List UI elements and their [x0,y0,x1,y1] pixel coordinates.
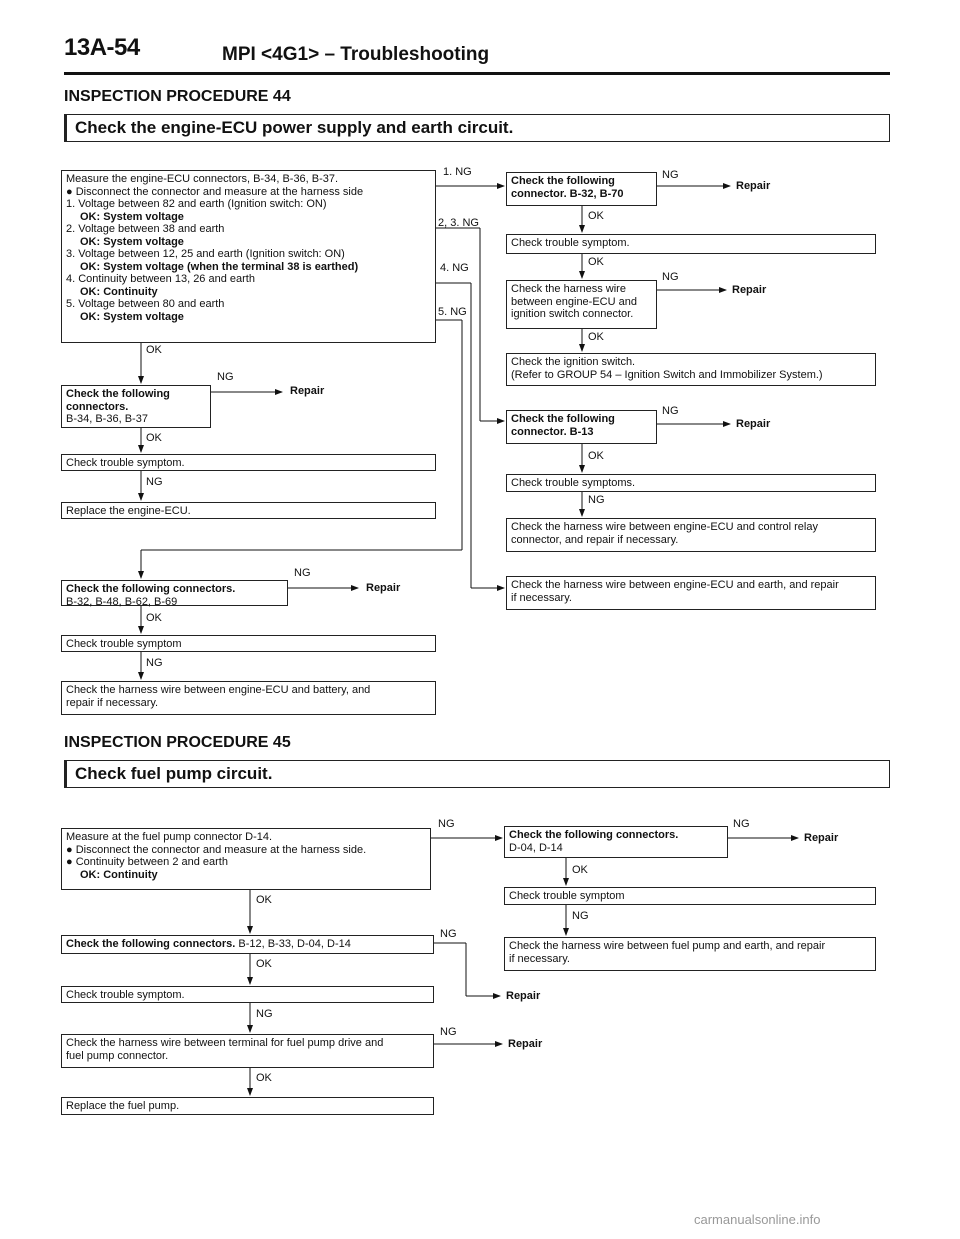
box-line: OK: Continuity [80,868,158,881]
procedure-44-heading: INSPECTION PROCEDURE 44 [64,88,291,105]
procedure-45-section-title: Check fuel pump circuit. [64,760,890,788]
ng-label: NG [733,818,750,830]
measure-line: OK: System voltage [80,310,184,323]
box-line: ignition switch connector. [511,308,634,320]
check-trouble-symptom-box: Check trouble symptom [61,635,436,652]
box-line: Check the ignition switch. [511,356,636,368]
check-harness-ignition-box [506,280,657,329]
box-line: Measure at the fuel pump connector D-14. [66,831,273,843]
check-fuel-pump-drive-harness-box [61,1034,434,1068]
measure-line: 2. Voltage between 38 and earth [66,223,225,235]
box-line: Check the following [511,175,615,187]
ok-label: OK [572,864,588,876]
box-line: Check the following connectors. [66,938,236,950]
procedure-44-section-title: Check the engine-ECU power supply and earth circuit. [64,114,890,142]
ng-label: NG [662,169,679,181]
box-line: fuel pump connector. [66,1049,169,1062]
ng-label: NG [146,476,163,488]
box-line: connector. B-13 [511,425,594,438]
ng-label: NG [294,567,311,579]
box-line: Check the harness wire [511,283,626,295]
check-connectors-b12-b33-d04-d14 [61,935,434,954]
check-connectors-d04-d14 [504,826,728,858]
ok-label: OK [256,894,272,906]
box-line: Check the following [511,413,615,425]
box-line: B-32, B-48, B-62, B-69 [66,595,178,608]
ng-label: NG [146,657,163,669]
branch-label-5-ng: 5. NG [438,306,467,318]
measure-line: 5. Voltage between 80 and earth [66,298,225,310]
measure-line: 4. Continuity between 13, 26 and earth [66,273,255,285]
ok-label: OK [588,331,604,343]
ng-label: NG [440,1026,457,1038]
box-line: connectors. [66,400,129,413]
check-trouble-symptom-box: Check trouble symptom. [61,454,436,471]
box-line: Check the harness wire between fuel pump and earth, and repair [509,940,826,952]
check-connectors-b34-b36-b37 [61,385,211,428]
ok-label: OK [146,432,162,444]
measure-line: OK: System voltage [80,210,184,223]
box-line: Check the following [66,388,170,400]
branch-label-4-ng: 4. NG [440,262,469,274]
page-title: MPI <4G1> – Troubleshooting [222,44,490,65]
box-line: Check the harness wire between engine-ECU and earth, and repair [511,579,839,591]
measure-line: OK: Continuity [80,285,158,298]
box-line: B-12, B-33, D-04, D-14 [235,938,351,950]
measure-line: OK: System voltage [80,235,184,248]
repair-label: Repair [804,832,839,844]
repair-label: Repair [736,180,771,192]
box-line: B-34, B-36, B-37 [66,413,148,425]
check-control-relay-box [506,518,876,552]
replace-fuel-pump-box: Replace the fuel pump. [61,1097,434,1115]
repair-label: Repair [732,284,767,296]
ok-label: OK [588,450,604,462]
repair-label: Repair [736,418,771,430]
check-trouble-symptom-box: Check trouble symptom. [61,986,434,1003]
ok-label: OK [588,256,604,268]
procedure-45-heading: INSPECTION PROCEDURE 45 [64,734,291,751]
check-pump-earth-harness-box [504,937,876,971]
ng-label: NG [438,818,455,830]
measure-line: Measure the engine-ECU connectors, B-34, B-36, B-37. [66,173,339,185]
box-line: Check the harness wire between engine-ECU and control relay [511,521,818,533]
box-line: repair if necessary. [66,696,159,709]
ok-label: OK [256,1072,272,1084]
ng-label: NG [662,271,679,283]
check-trouble-symptom-box: Check trouble symptom [504,887,876,905]
box-line: if necessary. [509,952,570,965]
box-line: Check the harness wire between terminal for fuel pump drive and [66,1037,384,1049]
box-line: Check the following connectors. [509,829,679,841]
box-line: connector, and repair if necessary. [511,533,679,546]
ng-label: NG [440,928,457,940]
repair-label: Repair [290,385,325,397]
branch-label-23-ng: 2, 3. NG [438,217,479,229]
ng-label: NG [217,371,234,383]
box-line: Check the harness wire between engine-ECU and battery, and [66,684,371,696]
ng-label: NG [256,1008,273,1020]
measure-engine-ecu-box [61,170,436,343]
box-line: D-04, D-14 [509,841,563,854]
ng-label: NG [572,910,589,922]
ok-label: OK [588,210,604,222]
measure-line: ● Disconnect the connector and measure at the harness side [66,185,364,198]
measure-line: 1. Voltage between 82 and earth (Ignition switch: ON) [66,198,327,210]
repair-label: Repair [508,1038,543,1050]
measure-fuel-pump-box [61,828,431,890]
check-connector-b13 [506,410,657,444]
box-line: (Refer to GROUP 54 – Ignition Switch and Immobilizer System.) [511,368,823,381]
check-earth-harness-box [506,576,876,610]
check-connectors-b32-b69 [61,580,288,606]
measure-line: OK: System voltage (when the terminal 38 is earthed) [80,260,359,273]
box-line: connector. B-32, B-70 [511,187,624,200]
page-number: 13A-54 [64,34,140,61]
ok-label: OK [146,612,162,624]
box-line: Check the following connectors. [66,583,236,595]
branch-label-1-ng: 1. NG [443,166,472,178]
box-line: if necessary. [511,591,572,604]
repair-label: Repair [366,582,401,594]
ng-label: NG [588,494,605,506]
ok-label: OK [146,344,162,356]
box-line: ● Continuity between 2 and earth [66,856,228,868]
footer-watermark: carmanualsonline.info [694,1212,821,1227]
check-trouble-symptoms-box: Check trouble symptoms. [506,474,876,492]
repair-label: Repair [506,990,541,1002]
check-battery-harness-box [61,681,436,715]
box-line: between engine-ECU and [511,295,637,308]
ng-label: NG [662,405,679,417]
check-connector-b32-b70 [506,172,657,206]
measure-line: 3. Voltage between 12, 25 and earth (Ignition switch: ON) [66,248,345,260]
replace-engine-ecu-box: Replace the engine-ECU. [61,502,436,519]
check-trouble-symptom-box: Check trouble symptom. [506,234,876,254]
check-ignition-switch-box [506,353,876,386]
box-line: ● Disconnect the connector and measure at the harness side. [66,843,367,856]
ok-label: OK [256,958,272,970]
